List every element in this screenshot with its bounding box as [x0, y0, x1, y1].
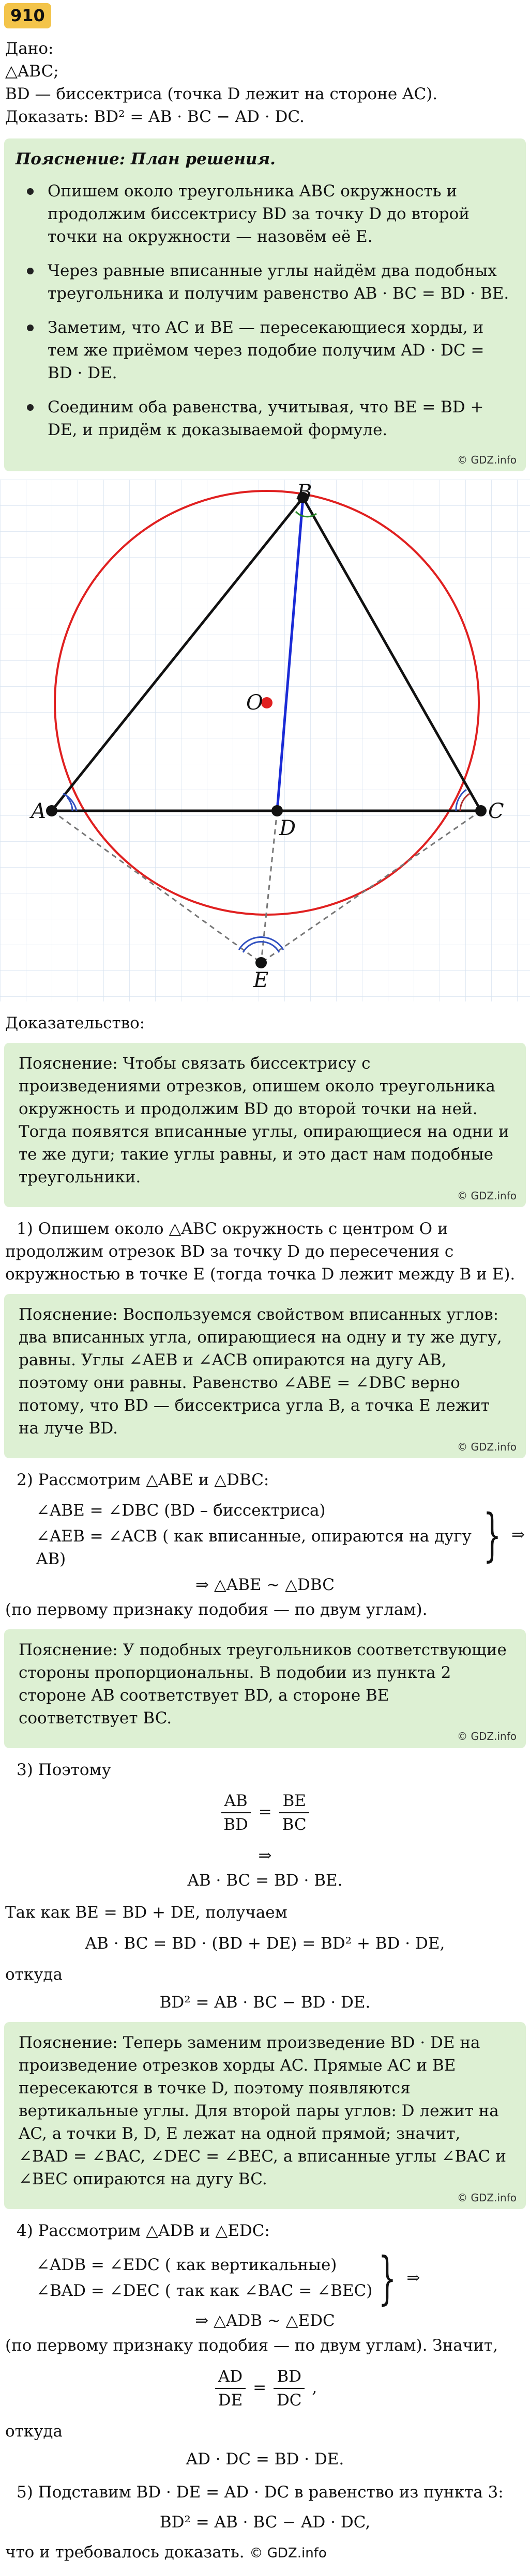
- plan-list: [16, 180, 511, 441]
- prove-statement: Доказать: BD² = AB · BC − AD · DC.: [5, 107, 305, 127]
- credit-3: © GDZ.info: [457, 1730, 517, 1743]
- angle-system-1-rows: [36, 1499, 477, 1570]
- credit-4: © GDZ.info: [457, 2191, 517, 2204]
- given-line-1: △ABC;: [5, 62, 59, 81]
- label-o: O: [246, 691, 263, 715]
- equation-bd-squared-1: BD² = AB · BC − BD · DE.: [159, 1993, 371, 2012]
- plan-credit: © GDZ.info: [457, 453, 517, 466]
- angle-system-2-rows: [36, 2254, 372, 2302]
- proof-note-2: [4, 1294, 526, 1458]
- plan-item: Через равные вписанные углы найдём два подобных треугольника и получим равенство AB · BC = BD · BE.: [16, 259, 511, 305]
- label-a: A: [31, 799, 46, 824]
- proof-note-2-text: Пояснение: Воспользуемся свойством вписанных углов: два вписанных угла, опирающиеся на одну и ту же дугу, равны. Углы ∠AEB и ∠ACB опираются на дугу AB, поэтому они равны. Равенство ∠ABE = ∠DBC верно потому, что BD — биссектриса угла B, а точка E лежит на луче BD.: [19, 1305, 502, 1438]
- label-b: B: [297, 481, 312, 505]
- proof-note-4-text: Пояснение: Теперь заменим произведение BD · DE на произведение отрезков хорды AC. Прямые AC и BE пересекаются в точке D, поэтому появляются вертикальные углы. Для второй пары углов: D лежит на AC, а точки B, D, E лежат на одной прямой; значит, ∠BAD = ∠BAC, ∠DEC = ∠BEC, а вписанные углы ∠BAC и ∠BEC опираются на дугу BC.: [19, 2033, 506, 2188]
- system-2-row-1: ∠ADB = ∠EDC ( как вертикальные): [36, 2255, 337, 2274]
- proof-note-3-text: Пояснение: У подобных треугольников соответствующие стороны пропорциональны. В подобии из пункта 2 стороне AB соответствует BD, а стороне BE соответствует BC.: [19, 1640, 507, 1727]
- whence-text-1: откуда: [5, 1965, 63, 1984]
- proportion-1: [5, 1790, 525, 1836]
- plan-note: [4, 138, 526, 471]
- proof-note-3: [4, 1629, 526, 1748]
- system-2-arrow: ⇒: [406, 2268, 420, 2287]
- system-2-row-2: ∠BAD = ∠DEC ( так как ∠BAC = ∠BEC): [36, 2281, 373, 2300]
- step-4-reason: (по первому признаку подобия — по двум углам). Значит,: [5, 2336, 498, 2355]
- equation-ad-dc: AD · DC = BD · DE.: [186, 2449, 344, 2469]
- step-1-text: 1) Опишем около △ABC окружность с центром O и продолжим отрезок BD за точку D до пересечения с окружностью в точке E (тогда точка D лежит между B и E).: [5, 1220, 516, 1284]
- fraction-bd-dc: [274, 2365, 305, 2412]
- plan-heading: Пояснение: План решения.: [16, 150, 276, 169]
- given-line-2: BD — биссектриса (точка D лежит на стороне AC).: [5, 85, 438, 104]
- conclusion: [0, 2541, 530, 2564]
- problem-number-badge: 910: [4, 3, 51, 28]
- label-c: C: [488, 799, 504, 824]
- frac-numerator: BE: [279, 1790, 309, 1813]
- similarity-result-1: ⇒ △ABE ∼ △DBC: [195, 1575, 335, 1594]
- given-title: Дано:: [5, 39, 54, 58]
- frac-numerator: AB: [221, 1790, 251, 1813]
- plan-item: Опишем около треугольника ABC окружность и продолжим биссектрису BD за точку D до второй точки на окружности — назовём её E.: [16, 180, 511, 248]
- geometry-figure: [0, 480, 530, 1001]
- frac-denominator: DE: [218, 2390, 243, 2410]
- equation-expand: AB · BC = BD · (BD + DE) = BD² + BD · DE,: [85, 1934, 445, 1953]
- proof-note-1-text: Пояснение: Чтобы связать биссектрису с произведениями отрезков, опишем около треугольника окружность и продолжим BD до второй точки на ней. Тогда появятся вписанные углы, опирающиеся на одни и те же дуги; такие углы равны, и это даст нам подобные треугольники.: [19, 1054, 509, 1187]
- step-5: [0, 2481, 530, 2534]
- system-1-row-2: ∠AEB = ∠ACB ( как вписанные, опираются на дугу AB): [36, 1526, 472, 1568]
- proportion-2: [5, 2365, 525, 2412]
- step-4: [0, 2219, 530, 2471]
- similarity-result-2: ⇒ △ADB ∼ △EDC: [195, 2311, 335, 2330]
- equation-ab-bc: AB · BC = BD · BE.: [187, 1871, 343, 1890]
- step-2-reason: (по первому признаку подобия — по двум углам).: [5, 1600, 428, 1619]
- comma: ,: [312, 2378, 317, 2397]
- step-5-text: 5) Подставим BD · DE = AD · DC в равенство из пункта 3:: [17, 2483, 504, 2502]
- point-d: [271, 805, 283, 816]
- proof-note-1: [4, 1043, 526, 1207]
- plan-item: Соединим оба равенства, учитывая, что BE = BD + DE, и придём к доказываемой формуле.: [16, 396, 511, 441]
- system-1-row-1: ∠ABE = ∠DBC (BD – биссектриса): [36, 1501, 326, 1520]
- step-3-text: 3) Поэтому: [17, 1760, 111, 1779]
- whence-text-2: откуда: [5, 2421, 63, 2441]
- fraction-be-bc: [279, 1790, 310, 1836]
- equation-final: BD² = AB · BC − AD · DC,: [159, 2513, 371, 2532]
- brace: }: [483, 1501, 502, 1568]
- point-a: [46, 805, 57, 816]
- fraction-ab-bd: [220, 1790, 251, 1836]
- angle-system-1: [36, 1499, 525, 1570]
- step-2: [0, 1469, 530, 1621]
- brace: }: [378, 2244, 397, 2311]
- since-text: Так как BE = BD + DE, получаем: [5, 1903, 287, 1922]
- equals-sign: =: [253, 2378, 267, 2397]
- equals-sign: =: [258, 1802, 272, 1822]
- implies-arrow: ⇒: [258, 1846, 272, 1865]
- frac-denominator: BD: [223, 1815, 248, 1834]
- step-4-text: 4) Рассмотрим △ADB и △EDC:: [17, 2221, 270, 2240]
- point-e: [255, 957, 267, 968]
- point-c: [475, 805, 487, 816]
- conclusion-text: что и требовалось доказать.: [5, 2543, 245, 2562]
- frac-numerator: BD: [274, 2365, 305, 2389]
- label-d: D: [279, 816, 296, 841]
- given-section: [0, 0, 530, 128]
- frac-numerator: AD: [215, 2365, 246, 2389]
- step-2-text: 2) Рассмотрим △ABE и △DBC:: [17, 1471, 269, 1490]
- frac-denominator: DC: [276, 2390, 302, 2410]
- angle-system-2: [36, 2244, 525, 2311]
- frac-denominator: BC: [282, 1815, 307, 1834]
- plan-item: Заметим, что AC и BE — пересекающиеся хорды, и тем же приёмом через подобие получим AD · DC = BD · DE.: [16, 316, 511, 384]
- conclusion-credit: © GDZ.info: [249, 2546, 327, 2562]
- fraction-ad-de: [215, 2365, 246, 2412]
- step-3: [0, 1759, 530, 2014]
- system-1-arrow: ⇒: [511, 1525, 525, 1544]
- bottom-spacer: [0, 2564, 530, 2576]
- step-1: [0, 1217, 530, 1286]
- credit-2: © GDZ.info: [457, 1441, 517, 1454]
- figure-svg: [0, 480, 530, 1001]
- credit-1: © GDZ.info: [457, 1189, 517, 1202]
- proof-section: [0, 1012, 530, 1035]
- proof-note-4: [4, 2022, 526, 2209]
- label-e: E: [253, 968, 269, 993]
- proof-title: Доказательство:: [5, 1014, 145, 1033]
